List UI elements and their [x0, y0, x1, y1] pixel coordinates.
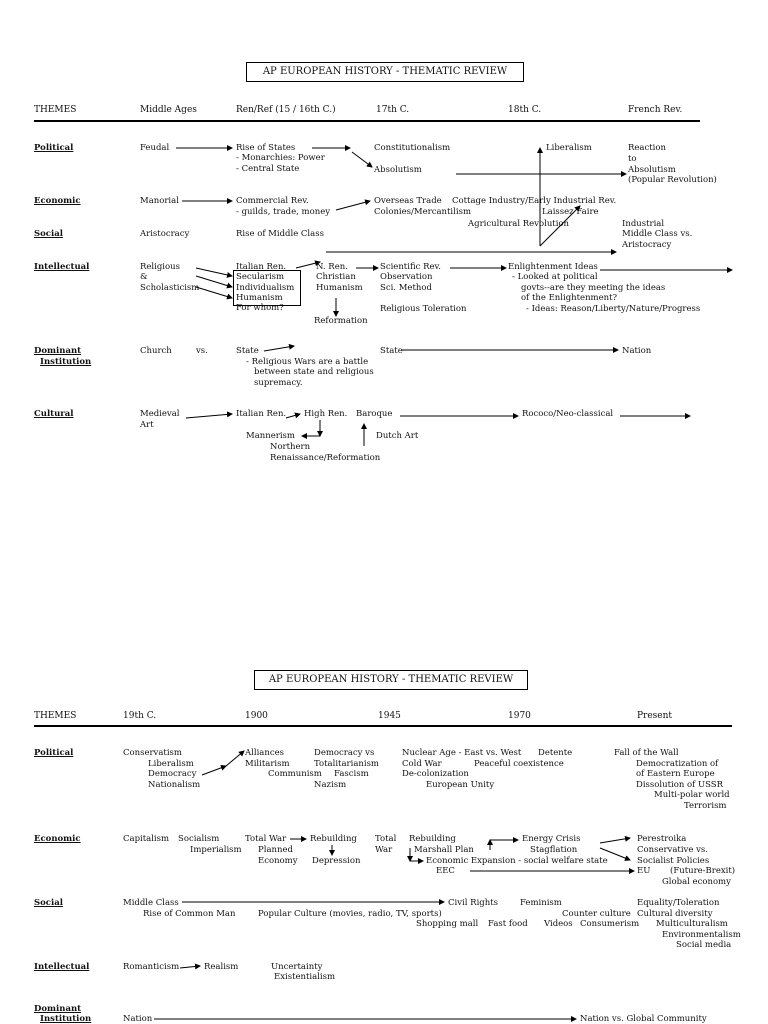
s1-political-ren-3: - Central State [236, 164, 300, 174]
s1-dominant-vs: vs. [196, 346, 208, 356]
s1-political-label: Political [34, 143, 74, 153]
s1-dominant-ren-2: - Religious Wars are a battle [246, 357, 369, 367]
s2-political-19b: Liberalism [148, 759, 194, 769]
s2-header-19th: 19th C. [123, 711, 157, 721]
s2-political-1945d: De-colonization [402, 769, 469, 779]
arrow-religious-secularism [196, 268, 232, 276]
s2-economic-1945d: EEC [436, 866, 455, 876]
s1-cultural-label: Cultural [34, 409, 74, 419]
arrow-italian-high [286, 414, 300, 418]
s2-economic-total: Total [375, 834, 397, 844]
s1-dominant-fr: Nation [622, 346, 652, 356]
s2-social-p4: Environmentalism [662, 930, 741, 940]
s1-cultural-ren-2: High Ren. [304, 409, 348, 419]
s1-dominant-label-2: Institution [40, 357, 92, 367]
s1-economic-fr: Industrial [622, 219, 665, 229]
s1-dominant-middle: Church [140, 346, 172, 356]
s2-social-19b: Rise of Common Man [143, 909, 236, 919]
arrow-commercial-overseas [336, 201, 370, 210]
s2-economic-1900a: Total War [245, 834, 287, 844]
s2-political-1900d: Fascism [334, 769, 369, 779]
s2-header-themes: THEMES [34, 711, 77, 721]
s2-political-p3: of Eastern Europe [636, 769, 715, 779]
s2-economic-1945b: Marshall Plan [414, 845, 474, 855]
s2-political-p4: Dissolution of USSR [636, 780, 724, 790]
sheet1-title: AP EUROPEAN HISTORY - THEMATIC REVIEW [246, 62, 524, 82]
s2-social-p2: Cultural diversity [637, 909, 713, 919]
s1-political-fr-3: Absolutism [628, 165, 676, 175]
s1-intellectual-middle-1: Religious [140, 262, 180, 272]
s1-political-fr-4: (Popular Revolution) [628, 175, 717, 185]
s2-economic-p2: Conservative vs. [637, 845, 708, 855]
s1-social-middle: Aristocracy [140, 229, 190, 239]
s1-economic-ren-1: Commercial Rev. [236, 196, 309, 206]
s1-political-ren-2: - Monarchies: Power [236, 153, 325, 163]
s1-intellectual-box-4: Humanism [236, 293, 283, 303]
s2-social-fast-food: Fast food [488, 919, 528, 929]
s2-economic-p1: Perestroika [637, 834, 687, 844]
s1-social-fr-1: Middle Class vs. [622, 229, 693, 239]
s1-header-ren-ref: Ren/Ref (15 / 16th C.) [236, 105, 336, 115]
s1-intellectual-nren-1: N. Ren. [316, 262, 348, 272]
s1-economic-label: Economic [34, 196, 81, 206]
sheet2-title: AP EUROPEAN HISTORY - THEMATIC REVIEW [254, 670, 528, 690]
s2-dominant-present: Nation vs. Global Community [580, 1014, 707, 1024]
s1-intellectual-18c: govts--are they meeting the ideas [521, 283, 666, 293]
s1-economic-18a: Cottage Industry/Early Industrial Rev. [452, 196, 617, 206]
s2-social-1900: Popular Culture (movies, radio, TV, sports) [258, 909, 442, 919]
s1-dominant-ren-4: supremacy. [254, 378, 303, 388]
s2-header-1900: 1900 [245, 711, 268, 721]
s1-intellectual-18b: - Looked at political [512, 272, 598, 282]
s2-dominant-19: Nation [123, 1014, 153, 1024]
s1-social-fr-2: Aristocracy [622, 240, 672, 250]
s1-intellectual-label: Intellectual [34, 262, 90, 272]
s2-economic-1970b: Stagflation [530, 845, 578, 855]
s2-political-p5: Multi-polar world [654, 790, 730, 800]
s1-header-themes: THEMES [34, 105, 77, 115]
s2-social-label: Social [34, 898, 63, 908]
s1-cultural-ren-4: Northern [270, 442, 311, 452]
s1-intellectual-nren-3: Humanism [316, 283, 363, 293]
s1-economic-17b: Colonies/Mercantilism [374, 207, 471, 217]
s1-cultural-middle-1: Medieval [140, 409, 180, 419]
s2-social-videos: Videos [544, 919, 573, 929]
s2-social-p1: Equality/Toleration [637, 898, 720, 908]
s2-political-19c: Democracy [148, 769, 197, 779]
s2-political-19d: Nationalism [148, 780, 201, 790]
s2-political-1945a: Nuclear Age - East vs. West [402, 748, 522, 758]
s1-cultural-ren-5: Renaissance/Reformation [270, 453, 381, 463]
s2-political-p6: Terrorism [684, 801, 727, 811]
s2-political-1945e: European Unity [426, 780, 495, 790]
s2-social-p5: Social media [676, 940, 732, 950]
s1-economic-17a: Overseas Trade [374, 196, 442, 206]
s1-cultural-18: Rococo/Neo-classical [522, 409, 614, 419]
s2-social-shopping-mall: Shopping mall [416, 919, 479, 929]
s1-economic-middle: Manorial [140, 196, 179, 206]
s2-economic-1900b: Rebuilding [310, 834, 357, 844]
s2-social-19a: Middle Class [123, 898, 179, 908]
s2-political-1900a: Alliances [245, 748, 284, 758]
s1-cultural-ren-1: Italian Ren. [236, 409, 287, 419]
arrow-to-conservative [600, 848, 630, 860]
s1-social-ren: Rise of Middle Class [236, 229, 324, 239]
s2-economic-p5: (Future-Brexit) [670, 866, 736, 876]
s2-political-democracy-vs: Democracy vs [314, 748, 375, 758]
s1-intellectual-17b: Observation [380, 272, 433, 282]
s2-intellectual-label: Intellectual [34, 962, 90, 972]
arrow-scholasticism-humanism [196, 287, 232, 298]
s2-intellectual-19b: Realism [204, 962, 239, 972]
s2-economic-1945c: Economic Expansion - social welfare state [426, 856, 608, 866]
s1-intellectual-reformation: Reformation [314, 316, 368, 326]
s2-economic-19c: Imperialism [190, 845, 242, 855]
s2-economic-19a: Capitalism [123, 834, 170, 844]
arrow-medieval-italian [186, 414, 232, 418]
s1-cultural-17b: Dutch Art [376, 431, 419, 441]
s1-intellectual-nren-2: Christian [316, 272, 356, 282]
s1-dominant-label-1: Dominant [34, 346, 82, 356]
s1-intellectual-box-1: Italian Ren. [236, 262, 287, 272]
s2-header-1970: 1970 [508, 711, 531, 721]
s2-political-19a: Conservatism [123, 748, 182, 758]
s1-intellectual-18a: Enlightenment Ideas [508, 262, 598, 272]
s1-header-18th: 18th C. [508, 105, 542, 115]
s2-header-1945: 1945 [378, 711, 401, 721]
s1-cultural-17a: Baroque [356, 409, 393, 419]
s1-political-17a: Constitutionalism [374, 143, 451, 153]
arrow-to-alliances [226, 751, 244, 766]
s1-intellectual-for-whom: For whom? [236, 303, 284, 313]
s2-intellectual-1900b: Existentialism [274, 972, 336, 982]
s2-economic-label: Economic [34, 834, 81, 844]
s1-dominant-ren-3: between state and religious [254, 367, 374, 377]
s2-intellectual-19a: Romanticism [123, 962, 180, 972]
s2-political-1945c: Peaceful coexistence [474, 759, 564, 769]
s2-intellectual-1900a: Uncertainty [271, 962, 323, 972]
arrow-religious-individualism [196, 276, 232, 287]
s2-economic-p3: Socialist Policies [637, 856, 710, 866]
s2-political-label: Political [34, 748, 74, 758]
arrow-industrial-diag [540, 206, 580, 246]
s2-dominant-label-2: Institution [40, 1014, 92, 1024]
s2-political-1900c: Communism [268, 769, 322, 779]
arrow-to-absolutism [352, 152, 372, 167]
s1-intellectual-17a: Scientific Rev. [380, 262, 441, 272]
s2-economic-1900c: Planned [258, 845, 293, 855]
s2-political-p1: Fall of the Wall [614, 748, 679, 758]
arrow-to-perestroika [600, 838, 630, 843]
s1-intellectual-18e: - Ideas: Reason/Liberty/Nature/Progress [526, 304, 701, 314]
s2-economic-19b: Socialism [178, 834, 220, 844]
s1-political-middle: Feudal [140, 143, 170, 153]
s1-intellectual-18d: of the Enlightenment? [521, 293, 618, 303]
s1-intellectual-17d: Religious Toleration [380, 304, 467, 314]
s2-political-detente: Detente [538, 748, 573, 758]
s1-economic-ren-2: - guilds, trade, money [236, 207, 331, 217]
arrow-romanticism-realism [180, 966, 200, 968]
arrow-conservatism-left [202, 766, 226, 775]
s2-economic-war: War [375, 845, 393, 855]
arrow-to-nren [296, 262, 320, 268]
s1-intellectual-17c: Sci. Method [380, 283, 432, 293]
s1-cultural-ren-3: Mannerism [246, 431, 295, 441]
s2-political-1900e: Nazism [314, 780, 347, 790]
s2-header-present: Present [637, 711, 673, 721]
s1-social-label: Social [34, 229, 63, 239]
s1-political-18: Liberalism [546, 143, 592, 153]
s1-intellectual-middle-2: & [140, 272, 148, 282]
s2-social-consumerism: Consumerism [580, 919, 640, 929]
s2-economic-1970a: Energy Crisis [522, 834, 581, 844]
s1-intellectual-box-3: Individualism [236, 283, 295, 293]
s2-economic-p4: EU [637, 866, 651, 876]
s2-social-civil-rights: Civil Rights [448, 898, 498, 908]
s1-economic-18b: Laissez Faire [542, 207, 599, 217]
s2-economic-1900d: Economy [258, 856, 298, 866]
s1-header-middle-ages: Middle Ages [140, 105, 197, 115]
s2-political-p2: Democratization of [636, 759, 719, 769]
s1-political-fr-1: Reaction [628, 143, 666, 153]
s1-economic-18c: Agricultural Revolution [468, 219, 570, 229]
s1-cultural-middle-2: Art [140, 420, 154, 430]
s2-political-totalitarianism: Totalitarianism [314, 759, 379, 769]
s1-header-french-rev: French Rev. [628, 105, 683, 115]
s2-social-counter-culture: Counter culture [562, 909, 631, 919]
s2-dominant-label-1: Dominant [34, 1004, 82, 1014]
s2-political-1945b: Cold War [402, 759, 442, 769]
s2-political-1900b: Militarism [245, 759, 290, 769]
s2-economic-1900e: Depression [312, 856, 361, 866]
s2-economic-p6: Global economy [662, 877, 731, 887]
arrow-state-1 [264, 346, 294, 351]
s1-political-ren-1: Rise of States [236, 143, 296, 153]
s2-economic-1945a: Rebuilding [409, 834, 456, 844]
s1-dominant-17: State [380, 346, 403, 356]
s1-intellectual-middle-3: Scholasticism [140, 283, 200, 293]
s1-header-17th: 17th C. [376, 105, 410, 115]
s1-dominant-ren-1: State [236, 346, 259, 356]
s1-intellectual-box-2: Secularism [236, 272, 285, 282]
s1-political-fr-2: to [628, 154, 637, 164]
s2-social-p3: Multiculturalism [656, 919, 728, 929]
s2-social-feminism: Feminism [520, 898, 562, 908]
s1-political-17b: Absolutism [374, 165, 422, 175]
